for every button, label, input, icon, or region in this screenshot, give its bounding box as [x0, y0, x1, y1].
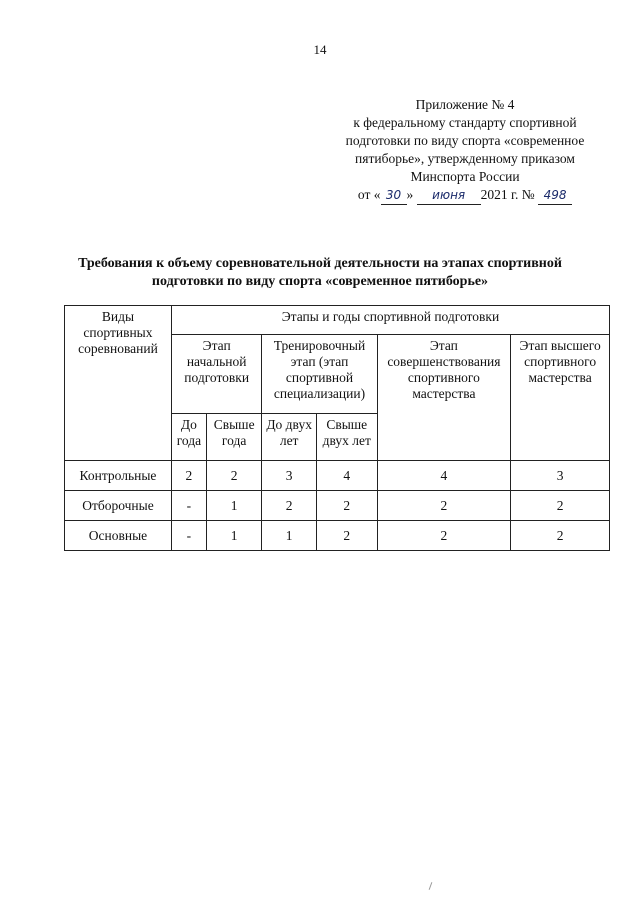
handwritten-month: июня	[417, 186, 481, 205]
header-stage-training: Тренировочный этап (этап спортивной специализации)	[262, 335, 377, 414]
document-title	[40, 255, 600, 291]
table-cell: 2	[171, 461, 206, 491]
table-row	[65, 521, 610, 551]
subheader-up-to-two-years: До двух лет	[262, 414, 317, 461]
table-cell: -	[171, 521, 206, 551]
order-date-line	[320, 186, 610, 205]
table-cell: 2	[511, 491, 610, 521]
date-prefix: от «	[357, 187, 381, 202]
header-stage-initial: Этап начальной подготовки	[171, 335, 261, 414]
appendix-block	[320, 96, 610, 205]
appendix-line: подготовки по виду спорта «современное	[345, 133, 585, 148]
table-cell: 2	[316, 491, 377, 521]
table-cell: -	[171, 491, 206, 521]
appendix-line: Приложение № 4	[415, 97, 515, 112]
table-cell: 2	[511, 521, 610, 551]
page-number: 14	[313, 42, 327, 57]
requirements-table	[64, 305, 610, 551]
appendix-line: пятиборье», утвержденному приказом	[355, 151, 575, 166]
header-stage-high: Этап высшего спортивного мастерства	[511, 335, 610, 461]
table-row	[65, 461, 610, 491]
handwritten-order-number: 498	[538, 186, 572, 205]
table-cell: 2	[316, 521, 377, 551]
subheader-over-two-years: Свыше двух лет	[316, 414, 377, 461]
table-row	[65, 491, 610, 521]
subheader-over-year: Свыше года	[206, 414, 262, 461]
table-cell: 2	[206, 461, 262, 491]
table-cell: 2	[262, 491, 317, 521]
table-cell: 2	[377, 491, 511, 521]
table-cell: 3	[262, 461, 317, 491]
appendix-line: Минспорта России	[410, 169, 520, 184]
row-kind: Отборочные	[65, 491, 172, 521]
document-title-line: подготовки по виду спорта «современное пятиборье»	[151, 274, 489, 289]
appendix-line: к федеральному стандарту спортивной	[353, 115, 577, 130]
date-day-suffix: »	[406, 187, 414, 202]
header-competition-kinds: Виды спортивных соревнований	[65, 306, 172, 461]
table-cell: 2	[377, 521, 511, 551]
row-kind: Основные	[65, 521, 172, 551]
row-kind: Контрольные	[65, 461, 172, 491]
table-cell: 4	[316, 461, 377, 491]
table-cell: 4	[377, 461, 511, 491]
subheader-up-to-year: До года	[171, 414, 206, 461]
header-stages-years: Этапы и годы спортивной подготовки	[171, 306, 609, 335]
date-year: 2021 г. №	[480, 187, 535, 202]
table-cell: 1	[206, 521, 262, 551]
handwritten-day: 30	[381, 186, 407, 205]
header-stage-improvement: Этап совершенствования спортивного мастерства	[377, 335, 511, 461]
document-title-line: Требования к объему соревновательной деятельности на этапах спортивной	[78, 256, 562, 271]
scan-mark	[429, 882, 433, 890]
table-cell: 3	[511, 461, 610, 491]
table-cell: 1	[262, 521, 317, 551]
table-cell: 1	[206, 491, 262, 521]
